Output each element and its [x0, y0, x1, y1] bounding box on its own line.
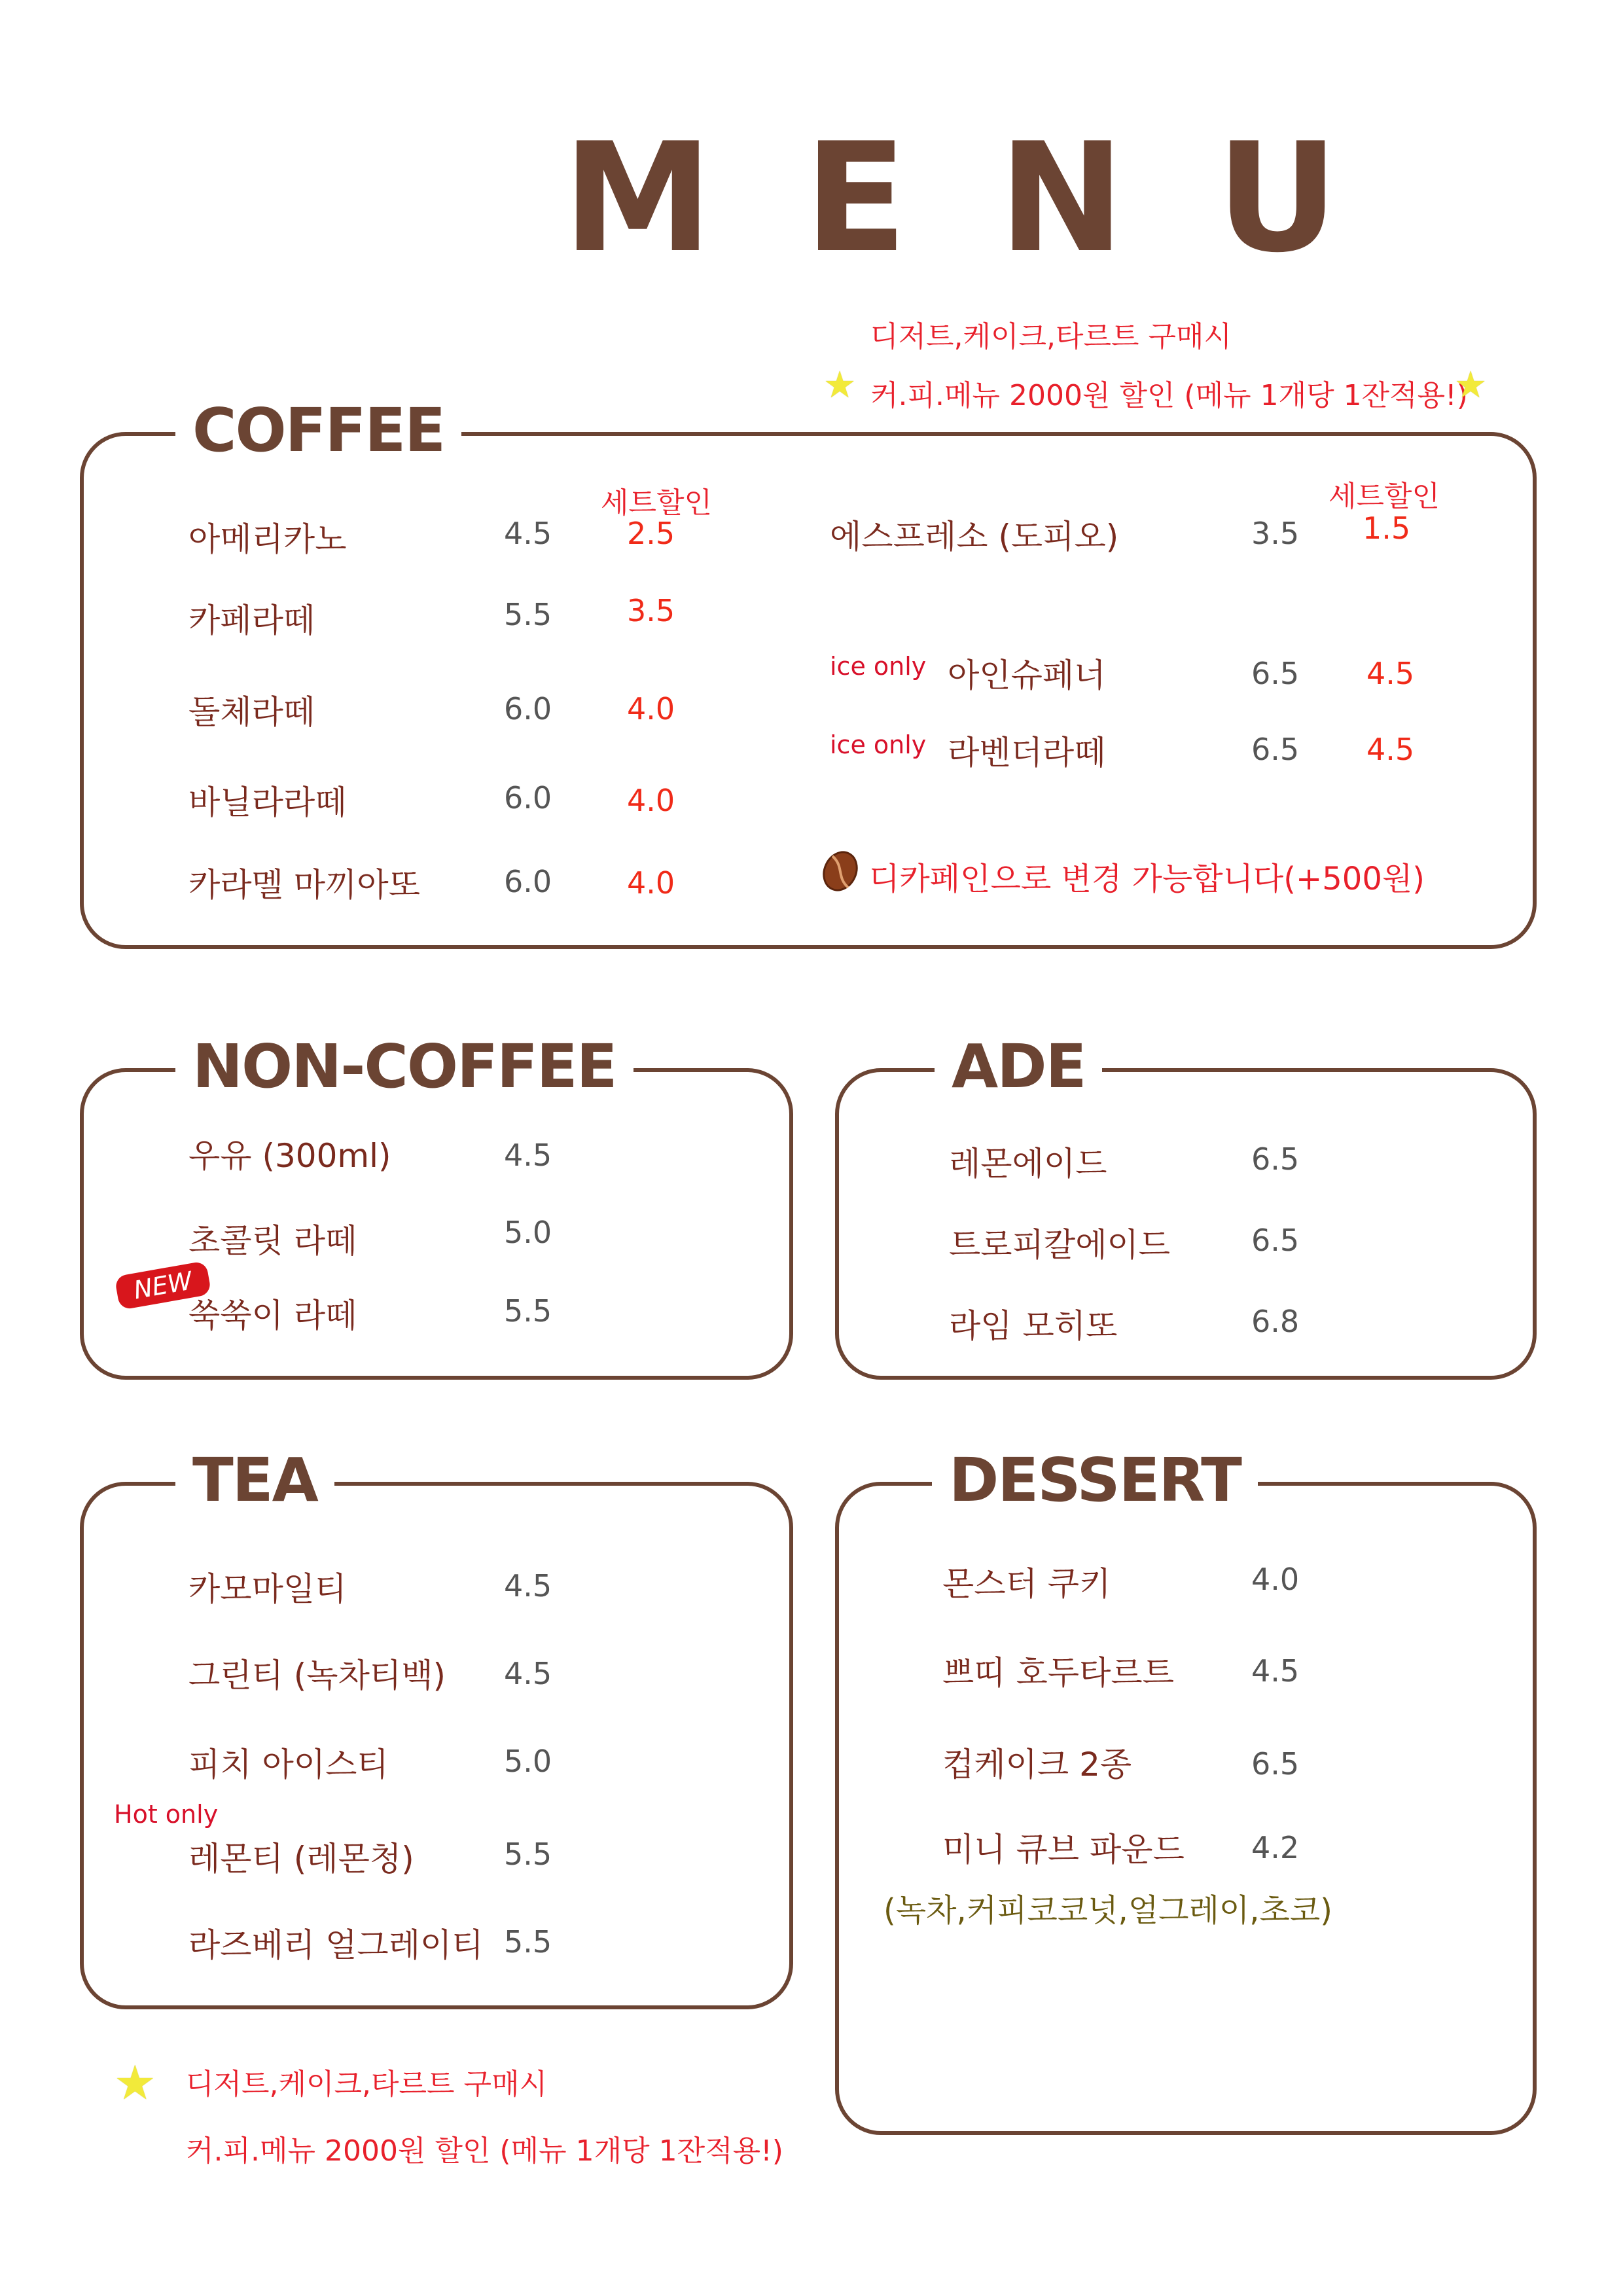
menu-item-name: 라임 모히또: [949, 1307, 1118, 1345]
menu-item-price: 6.5: [1251, 656, 1300, 691]
promo-bottom-line2: 커.피.메뉴 2000원 할인 (메뉴 1개당 1잔적용!): [186, 2134, 783, 2168]
set-discount-label: 세트할인: [1329, 480, 1440, 513]
menu-item-name: 미니 큐브 파운드: [942, 1831, 1185, 1869]
star-icon: ★: [114, 2055, 156, 2110]
star-icon: ★: [823, 364, 857, 406]
menu-item-name: 카라멜 마끼아또: [188, 866, 420, 904]
menu-item-name: 아메리카노: [188, 520, 347, 558]
menu-item-price: 6.0: [504, 780, 552, 816]
menu-item-name: 카모마일티: [188, 1570, 347, 1608]
menu-item-price: 5.5: [504, 597, 552, 632]
set-discount-label: 세트할인: [601, 486, 713, 520]
menu-item-price: 4.5: [504, 1568, 552, 1604]
new-badge: NEW: [115, 1261, 212, 1310]
coffee-bean-icon: [819, 848, 861, 894]
ice-only-tag: ice only: [830, 730, 927, 759]
menu-item-name: 에스프레소 (도피오): [830, 518, 1119, 556]
menu-item-price: 6.0: [504, 864, 552, 899]
menu-item-set-price: 1.5: [1363, 511, 1411, 546]
tea-section-title: TEA: [175, 1444, 334, 1516]
coffee-section-title: COFFEE: [175, 395, 461, 467]
menu-item-set-price: 4.5: [1366, 732, 1415, 767]
menu-item-price: 5.5: [504, 1293, 552, 1329]
promo-bottom-line1: 디저트,케이크,타르트 구매시: [186, 2068, 548, 2101]
menu-item-name: 라벤더라떼: [948, 734, 1106, 772]
promo-top-line1: 디저트,케이크,타르트 구매시: [870, 320, 1232, 353]
dessert-section: [835, 1482, 1537, 2135]
ade-section: [835, 1068, 1537, 1380]
menu-item-price: 6.5: [1251, 732, 1300, 767]
menu-item-name: 트로피칼에이드: [949, 1226, 1171, 1264]
menu-item-name: 바닐라라떼: [188, 783, 347, 821]
dessert-section-title: DESSERT: [932, 1444, 1258, 1516]
menu-item-price: 5.5: [504, 1837, 552, 1872]
menu-item-name: 라즈베리 얼그레이티: [188, 1926, 484, 1964]
menu-item-price: 6.5: [1251, 1141, 1300, 1177]
dessert-flavors-note: (녹차,커피코코넛,얼그레이,초코): [883, 1892, 1333, 1929]
menu-item-price: 4.5: [504, 1138, 552, 1173]
menu-item-price: 6.5: [1251, 1223, 1300, 1258]
menu-item-set-price: 4.0: [627, 691, 675, 726]
menu-item-name: 쁘띠 호두타르트: [942, 1654, 1174, 1692]
menu-item-price: 6.8: [1251, 1304, 1300, 1339]
menu-item-name: 레몬티 (레몬청): [188, 1840, 414, 1878]
menu-item-name: 컵케이크 2종: [942, 1746, 1132, 1784]
menu-item-name: 피치 아이스티: [188, 1746, 389, 1784]
menu-item-name: 초콜릿 라떼: [188, 1222, 357, 1260]
noncoffee-section-title: NON-COFFEE: [175, 1031, 633, 1103]
menu-item-price: 5.5: [504, 1924, 552, 1960]
hot-only-tag: Hot only: [114, 1800, 219, 1829]
ice-only-tag: ice only: [830, 652, 927, 681]
menu-item-name: 아인슈페너: [948, 656, 1106, 694]
menu-item-name: 돌체라떼: [188, 693, 315, 731]
menu-item-set-price: 2.5: [627, 516, 675, 551]
promo-top-line2: 커.피.메뉴 2000원 할인 (메뉴 1개당 1잔적용!): [870, 379, 1468, 412]
menu-item-price: 4.2: [1251, 1830, 1300, 1865]
decaf-note: 디카페인으로 변경 가능합니다(+500원): [869, 861, 1425, 897]
menu-item-price: 4.5: [504, 1656, 552, 1691]
menu-item-price: 6.5: [1251, 1746, 1300, 1782]
menu-item-price: 3.5: [1251, 516, 1300, 551]
menu-item-name: 우유 (300ml): [188, 1137, 391, 1175]
menu-item-price: 4.5: [1251, 1653, 1300, 1689]
noncoffee-section: [80, 1068, 793, 1380]
menu-item-set-price: 4.0: [627, 865, 675, 901]
menu-item-set-price: 3.5: [627, 593, 675, 628]
menu-item-price: 4.5: [504, 516, 552, 551]
menu-item-name: 그린티 (녹차티백): [188, 1657, 446, 1695]
star-icon: ★: [1454, 364, 1488, 406]
menu-item-name: 카페라떼: [188, 601, 315, 639]
ade-section-title: ADE: [935, 1031, 1102, 1103]
menu-item-price: 6.0: [504, 691, 552, 726]
menu-item-set-price: 4.5: [1366, 656, 1415, 691]
page-title: MENU: [563, 111, 1431, 286]
menu-item-price: 5.0: [504, 1744, 552, 1779]
menu-item-name: 레몬에이드: [949, 1145, 1107, 1183]
menu-item-price: 5.0: [504, 1215, 552, 1250]
menu-item-name: 몬스터 쿠키: [942, 1565, 1111, 1603]
menu-item-price: 4.0: [1251, 1562, 1300, 1597]
menu-item-name: 쑥쑥이 라떼: [188, 1297, 357, 1335]
menu-item-set-price: 4.0: [627, 783, 675, 818]
